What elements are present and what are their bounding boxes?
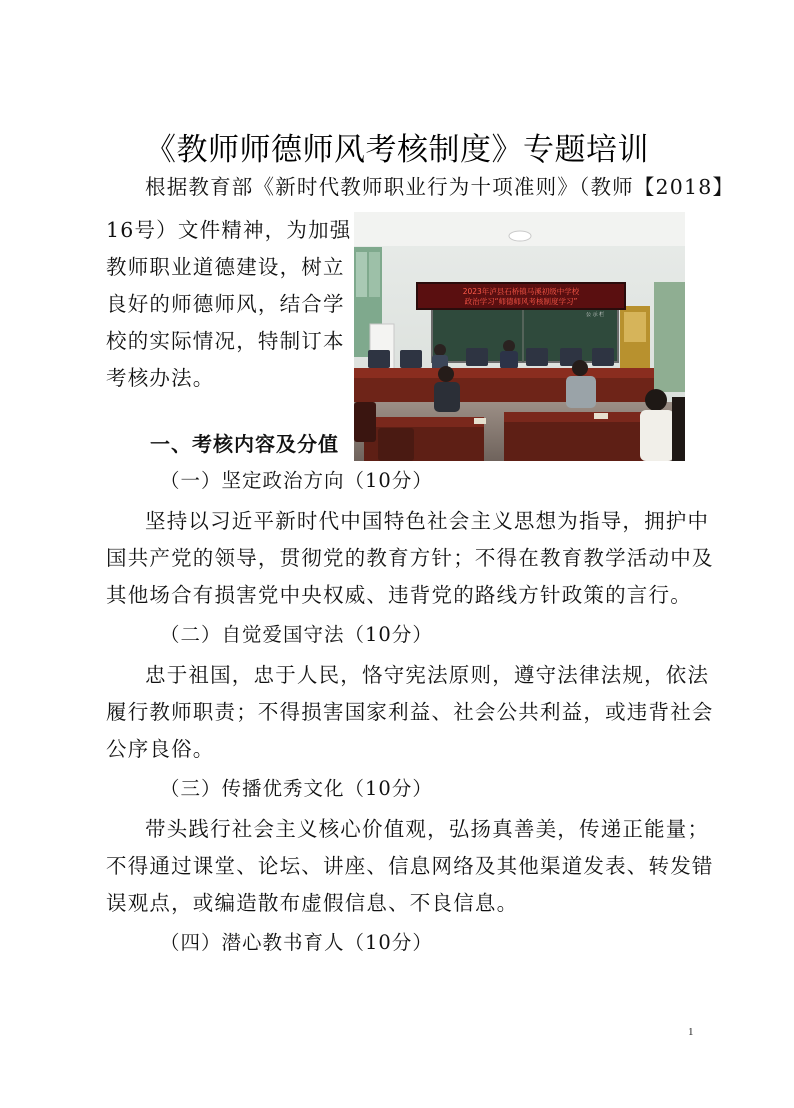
paragraph-line: 其他场合有损害党中央权威、违背党的路线方针政策的言行。: [106, 583, 692, 607]
subsection-title-3: （三）传播优秀文化（10分）: [160, 777, 433, 800]
document-title: 《教师师德师风考核制度》专题培训: [145, 132, 649, 168]
banner-line-2: 政治学习“师德师风考核制度学习”: [464, 297, 578, 306]
intro-line-1: 根据教育部《新时代教师职业行为十项准则》（教师【2018】: [145, 175, 735, 199]
subsection-title-2: （二）自觉爱国守法（10分）: [160, 623, 433, 646]
banner-line-1: 2023年泸县石桥镇马溪初级中学校: [462, 287, 580, 296]
paragraph-line: 误观点，或编造散布虚假信息、不良信息。: [106, 891, 519, 915]
board-label: 公 示 栏: [586, 312, 605, 318]
intro-line-5: 校的实际情况，特制订本: [106, 329, 345, 353]
subsection-title-1: （一）坚定政治方向（10分）: [160, 469, 433, 492]
section-heading: 一、考核内容及分值: [150, 432, 339, 456]
paragraph-line: 国共产党的领导，贯彻党的教育方针；不得在教育教学活动中及: [106, 546, 714, 570]
intro-line-3: 教师职业道德建设，树立: [106, 255, 345, 279]
meeting-photo: [354, 212, 685, 461]
subsection-title-4: （四）潜心教书育人（10分）: [160, 931, 433, 954]
intro-line-2: 16号）文件精神，为加强: [106, 218, 352, 242]
paragraph-line: 不得通过课堂、论坛、讲座、信息网络及其他渠道发表、转发错: [106, 854, 714, 878]
paragraph-line: 公序良俗。: [106, 737, 215, 761]
page-number: 1: [688, 1026, 694, 1038]
paragraph-line: 忠于祖国，忠于人民，恪守宪法原则，遵守法律法规，依法: [145, 663, 710, 687]
paragraph-line: 坚持以习近平新时代中国特色社会主义思想为指导，拥护中: [145, 509, 710, 533]
paragraph-line: 履行教师职责；不得损害国家利益、社会公共利益，或违背社会: [106, 700, 714, 724]
intro-line-6: 考核办法。: [106, 366, 215, 390]
intro-line-4: 良好的师德师风，结合学: [106, 292, 345, 316]
paragraph-line: 带头践行社会主义核心价值观，弘扬真善美，传递正能量；: [145, 817, 710, 841]
